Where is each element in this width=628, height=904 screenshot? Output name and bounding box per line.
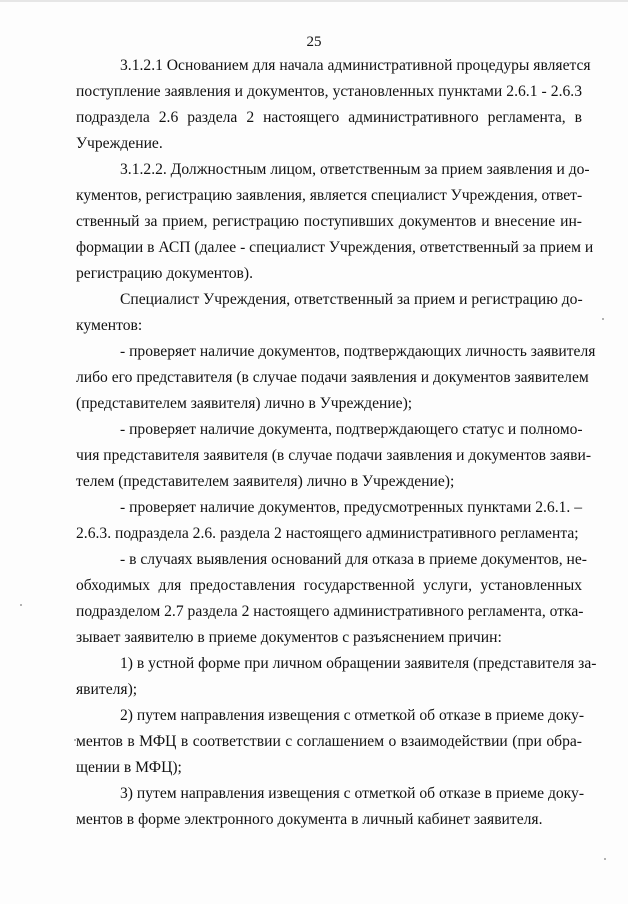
text-line: ственный за прием, регистрацию поступивших документов и внесение ин- (76, 213, 582, 230)
text-line: Специалист Учреждения, ответственный за прием и регистрацию до- (120, 291, 583, 308)
scan-top-edge (0, 0, 628, 2)
text-line: - в случаях выявления оснований для отказа в приеме документов, не- (120, 551, 588, 568)
text-line: (представителем заявителя) лично в Учреждение); (76, 395, 413, 412)
text-line: зывает заявителю в приеме документов с разъяснением причин: (76, 629, 502, 646)
text-line: - проверяет наличие документа, подтверждающего статус и полномо- (120, 421, 583, 438)
text-line: 2) путем направления извещения с отметкой об отказе в приеме доку- (120, 707, 585, 724)
text-line: 2.6.3. подраздела 2.6. раздела 2 настоящего административного регламента; (76, 525, 579, 542)
text-line: поступление заявления и документов, установленных пунктами 2.6.1 - 2.6.3 (76, 83, 582, 100)
text-line: кументов, регистрацию заявления, является специалист Учреждения, ответ- (76, 187, 583, 204)
scan-speck (20, 604, 22, 606)
text-line: чия представителя заявителя (в случае подачи заявления и документов заяви- (76, 447, 592, 464)
page-number: 25 (306, 34, 322, 50)
text-line: - проверяет наличие документов, подтверждающих личность заявителя (120, 343, 596, 360)
text-line: щении в МФЦ); (76, 759, 182, 776)
text-line: 1) в устной форме при личном обращении заявителя (представителя за- (120, 655, 597, 672)
text-line: 3) путем направления извещения с отметкой об отказе в приеме доку- (120, 785, 585, 802)
text-line: явителя); (76, 681, 138, 698)
text-line: ментов в МФЦ в соответствии с соглашением о взаимодействии (при обра- (76, 733, 582, 750)
text-line: 3.1.2.1 Основанием для начала административной процедуры является (120, 57, 591, 74)
scan-speck (604, 858, 606, 860)
text-line: ментов в форме электронного документа в личный кабинет заявителя. (76, 811, 543, 828)
text-line: формации в АСП (далее - специалист Учреждения, ответственный за прием и (76, 239, 594, 256)
scan-speck (602, 318, 604, 320)
text-line: обходимых для предоставления государственной услуги, установленных (76, 577, 582, 594)
text-line: Учреждение. (76, 135, 163, 152)
text-line: либо его представителя (в случае подачи заявления и документов заявителем (76, 369, 589, 386)
text-line: 3.1.2.2. Должностным лицом, ответственным за прием заявления и до- (120, 161, 590, 178)
text-line: - проверяет наличие документов, предусмотренных пунктами 2.6.1. – (120, 499, 582, 516)
text-line: регистрацию документов). (76, 265, 254, 282)
text-line: телем (представителем заявителя) лично в Учреждение); (76, 473, 455, 490)
text-line: кументов: (76, 317, 143, 334)
scan-speck (74, 739, 76, 741)
text-line: подраздела 2.6 раздела 2 настоящего административного регламента, в (76, 109, 582, 126)
text-line: подразделом 2.7 раздела 2 настоящего административного регламента, отка- (76, 603, 584, 620)
